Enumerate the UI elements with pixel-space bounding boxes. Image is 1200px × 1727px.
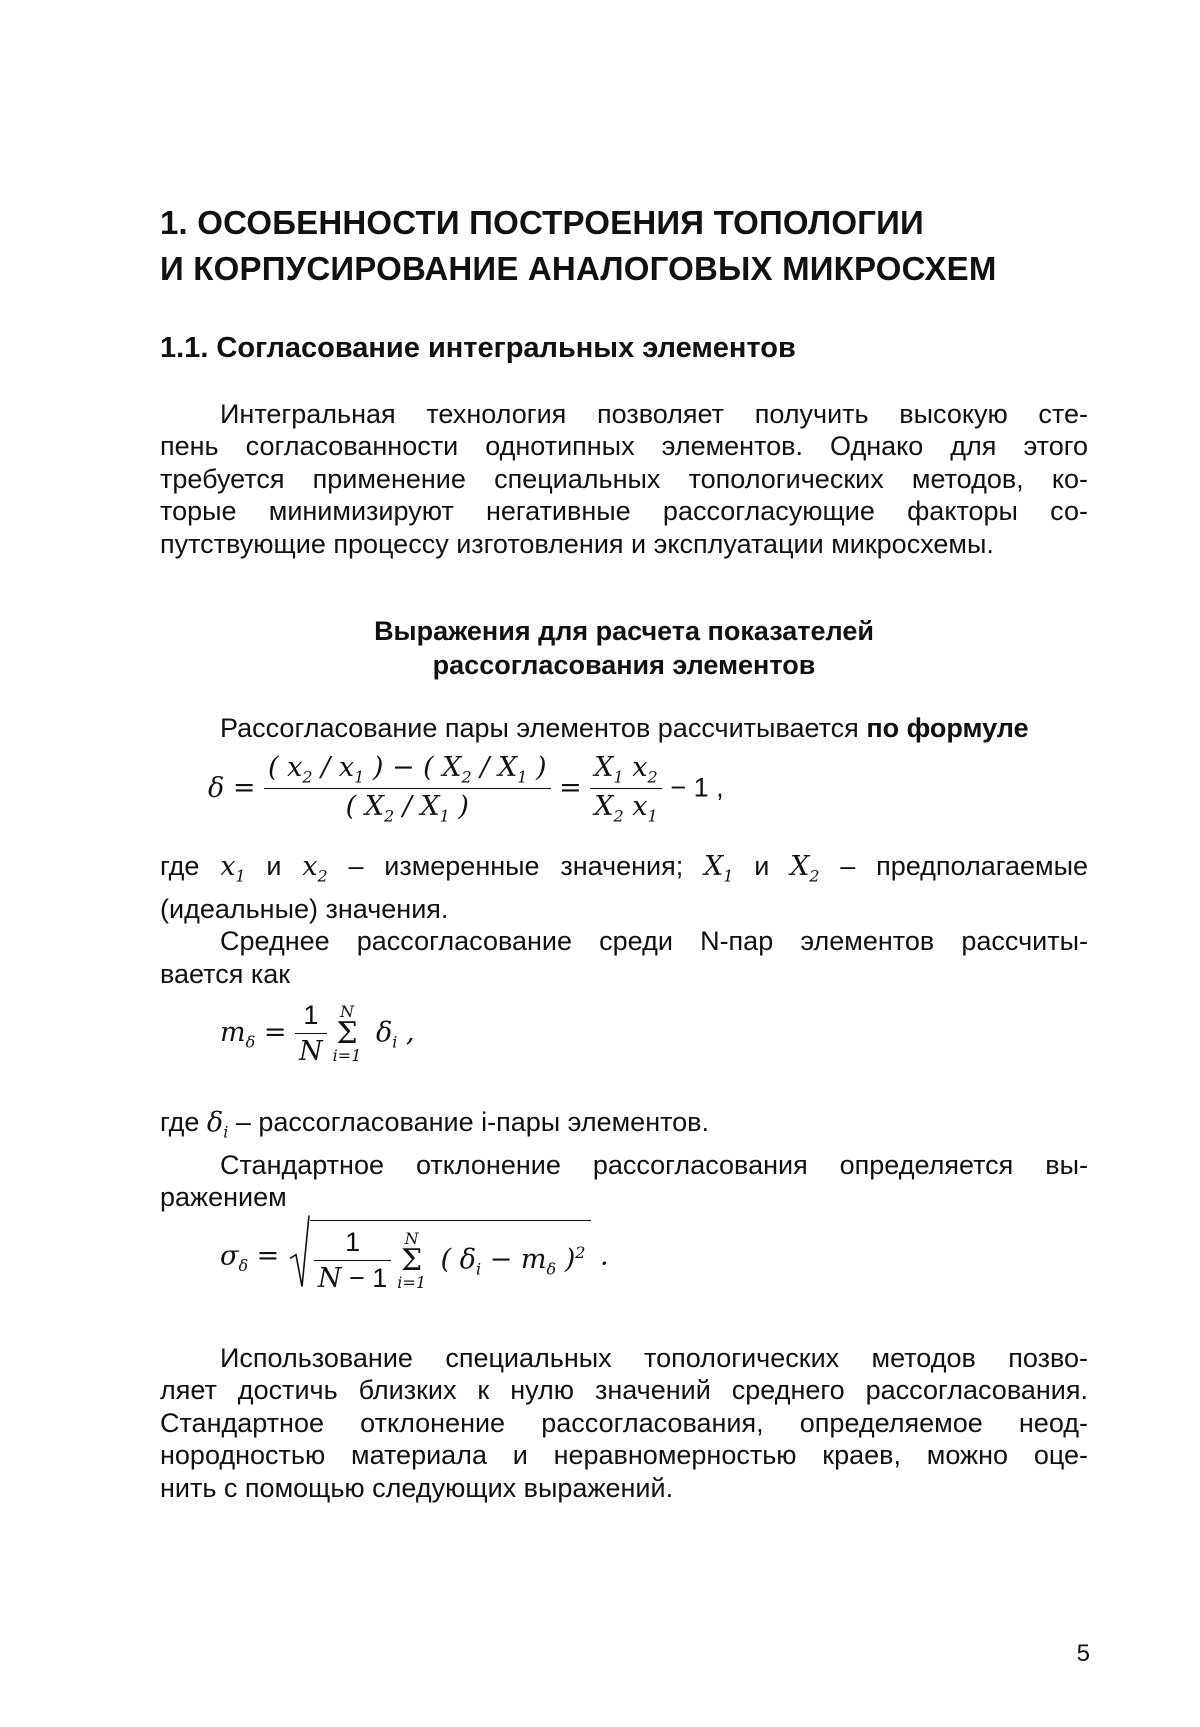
intro-line: требуется применение специальных топологических методов, ко-: [160, 463, 1088, 494]
where-paragraph-2: где $\delta_i$ – рассогласование i-пары элементов. Стандартное отклонение рассогласования определяется вы- ражением: [160, 1107, 1088, 1213]
intro-line: торые минимизируют негативные рассогласующие факторы со-: [160, 496, 1088, 527]
section-title: 1.1. Согласование интегральных элементов: [160, 332, 796, 364]
chapter-title-line-2: И КОРПУСИРОВАНИЕ АНАЛОГОВЫХ МИКРОСХЕМ: [160, 250, 997, 287]
mean-formula: $m_\delta$ = $\frac{1}{N}$ N Σ i=1 $\delta_i$ ,: [220, 1000, 415, 1067]
outro-line: ляет достичь близких к нулю значений среднего рассогласования.: [160, 1375, 1088, 1406]
intro-line: Интегральная технология позволяет получить высокую сте-: [220, 399, 1088, 429]
std-line-2: ражением: [160, 1182, 287, 1213]
std-line-1: Стандартное отклонение рассогласования определяется вы-: [220, 1149, 1088, 1180]
chapter-title: [160, 200, 997, 292]
sqrt-sign: [288, 1214, 310, 1288]
subheading-line-2: рассогласования элементов: [432, 650, 816, 680]
mean-line-1: Среднее рассогласование среди N-пар элементов рассчиты-: [220, 926, 1088, 957]
intro-paragraph: [160, 398, 1088, 560]
page-number: 5: [1076, 1640, 1090, 1667]
outro-line: Стандартное отклонение рассогласования, определяемое неод-: [160, 1407, 1088, 1438]
subheading-line-1: Выражения для расчета показателей: [374, 616, 874, 646]
mean-line-2: вается как: [160, 958, 291, 989]
outro-paragraph: [160, 1342, 1088, 1504]
formula-intro: [160, 712, 1088, 744]
intro-line: путствующие процессу изготовления и эксплуатации микросхемы.: [160, 528, 994, 559]
outro-line: нородностью материала и неравномерностью краев, можно оце-: [160, 1440, 1088, 1471]
intro-line: пень согласованности однотипных элементов. Однако для этого: [160, 431, 1088, 462]
formula-intro-text: Рассогласование пары элементов рассчитывается: [220, 713, 859, 743]
where-paragraph-1: где $x_1$ и $x_2$ – измеренные значения; $X_1$ и $X_2$ – предполагаемые (идеальные) значения. Среднее рассогласование среди N-пар элементов рассчиты- вается как: [160, 851, 1088, 989]
chapter-title-line-1: 1. ОСОБЕННОСТИ ПОСТРОЕНИЯ ТОПОЛОГИИ: [160, 204, 924, 241]
subheading: [160, 614, 1088, 682]
mismatch-formula: δ = $\frac{( x_2 / x_1 ) - ( X_2 / X_1 )}{( X_2 / X_1 )}$ = $\frac{X_1 x_2}{X_2 x_1}$ − 1 ,: [208, 752, 724, 826]
std-formula: $\sigma_\delta$ = $\frac{1}{N - 1}$ N Σ i=1 ( $\delta_i - m_\delta$ )$^2$ .: [220, 1220, 609, 1294]
outro-line: Использование специальных топологических методов позво-: [220, 1343, 1088, 1373]
formula-intro-bold: по формуле: [866, 713, 1029, 743]
outro-line: нить с помощью следующих выражений.: [160, 1472, 674, 1503]
